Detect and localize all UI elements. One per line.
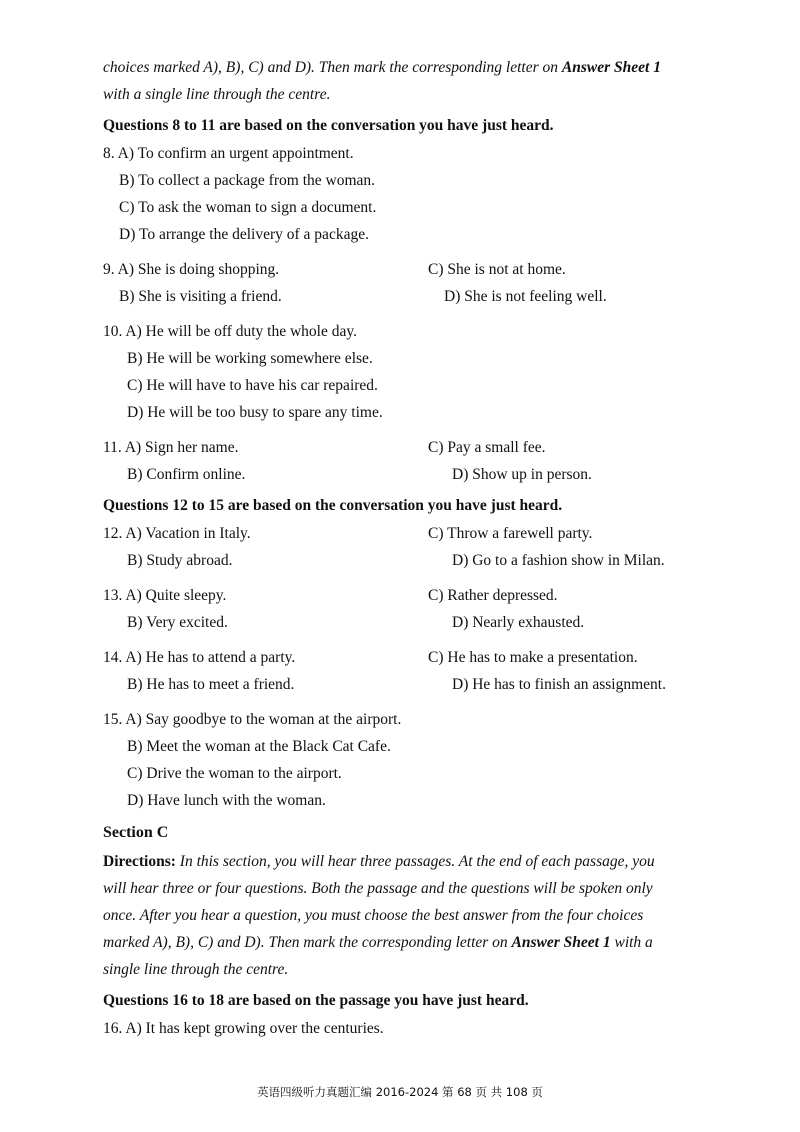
answer-sheet-ref: Answer Sheet 1 [511, 934, 611, 951]
question-13 [103, 582, 703, 636]
option-c: C) He has to make a presentation. [428, 649, 638, 666]
section-c-title: Section C [103, 824, 169, 841]
option-b: B) He will be working somewhere else. [127, 350, 373, 367]
question-number: 11. [103, 439, 125, 456]
option-c: C) He will have to have his car repaired. [127, 377, 378, 394]
option-a: A) Vacation in Italy. [125, 525, 251, 542]
option-d: D) Have lunch with the woman. [127, 792, 326, 809]
questions-12-15-header: Questions 12 to 15 are based on the conversation you have just heard. [103, 497, 563, 514]
section-c-directions [103, 848, 703, 983]
question-8 [103, 140, 703, 248]
question-14 [103, 644, 703, 698]
question-number: 16. [103, 1020, 126, 1037]
option-a: A) To confirm an urgent appointment. [117, 145, 354, 162]
option-c: C) To ask the woman to sign a document. [119, 199, 377, 216]
question-9 [103, 256, 703, 310]
option-b: B) Study abroad. [127, 552, 233, 569]
option-d: D) Go to a fashion show in Milan. [452, 552, 665, 569]
option-b: B) Very excited. [127, 614, 228, 631]
questions-8-11-header: Questions 8 to 11 are based on the conversation you have just heard. [103, 117, 554, 134]
directions-text: marked A), B), C) and D). Then mark the corresponding letter on [103, 934, 512, 951]
option-d: D) Nearly exhausted. [452, 614, 585, 631]
option-d: D) He has to finish an assignment. [452, 676, 666, 693]
intro-line-1 [103, 54, 703, 81]
option-a: A) Say goodbye to the woman at the airport. [125, 711, 402, 728]
directions-text: with a [610, 934, 653, 951]
option-b: B) He has to meet a friend. [127, 676, 295, 693]
option-b: B) To collect a package from the woman. [119, 172, 376, 189]
option-a: A) She is doing shopping. [117, 261, 280, 278]
directions-line-4 [103, 929, 703, 956]
document-page [103, 54, 703, 1042]
intro-text: choices marked A), B), C) and D). Then mark the corresponding letter on [103, 59, 562, 76]
option-b: B) Confirm online. [127, 466, 246, 483]
option-d: D) Show up in person. [452, 466, 592, 483]
directions-label: Directions: [103, 853, 176, 870]
option-c: C) She is not at home. [428, 261, 566, 278]
option-c: C) Pay a small fee. [428, 439, 546, 456]
questions-16-18-header: Questions 16 to 18 are based on the passage you have just heard. [103, 992, 529, 1009]
question-number: 15. [103, 711, 126, 728]
option-d: D) To arrange the delivery of a package. [119, 226, 369, 243]
directions-line-1: In this section, you will hear three passages. At the end of each passage, you [179, 853, 655, 870]
question-number: 10. [103, 323, 126, 340]
option-b: B) Meet the woman at the Black Cat Cafe. [127, 738, 391, 755]
question-number: 8. [103, 145, 118, 162]
page-footer: 英语四级听力真题汇编 2016-2024 第 68 页 共 108 页 [257, 1085, 543, 1099]
option-a: A) It has kept growing over the centuries. [125, 1020, 384, 1037]
question-number: 13. [103, 587, 126, 604]
question-16 [103, 1015, 703, 1042]
option-c: C) Rather depressed. [428, 587, 558, 604]
question-12 [103, 520, 703, 574]
answer-sheet-ref: Answer Sheet 1 [561, 59, 661, 76]
option-a: A) Sign her name. [124, 439, 239, 456]
question-10 [103, 318, 703, 426]
question-number: 12. [103, 525, 126, 542]
option-d: D) She is not feeling well. [444, 288, 607, 305]
question-11 [103, 434, 703, 488]
question-number: 14. [103, 649, 126, 666]
option-d: D) He will be too busy to spare any time. [127, 404, 383, 421]
question-number: 9. [103, 261, 118, 278]
option-a: A) He will be off duty the whole day. [125, 323, 357, 340]
option-c: C) Drive the woman to the airport. [127, 765, 342, 782]
directions-line-5: single line through the centre. [103, 961, 289, 978]
option-c: C) Throw a farewell party. [428, 525, 593, 542]
option-a: A) Quite sleepy. [125, 587, 227, 604]
option-a: A) He has to attend a party. [125, 649, 296, 666]
intro-line-2: with a single line through the centre. [103, 86, 331, 103]
directions-line-3: once. After you hear a question, you must choose the best answer from the four choices [103, 907, 644, 924]
option-b: B) She is visiting a friend. [119, 288, 282, 305]
question-15 [103, 706, 703, 814]
directions-line-2: will hear three or four questions. Both the passage and the questions will be spoken only [103, 880, 653, 897]
